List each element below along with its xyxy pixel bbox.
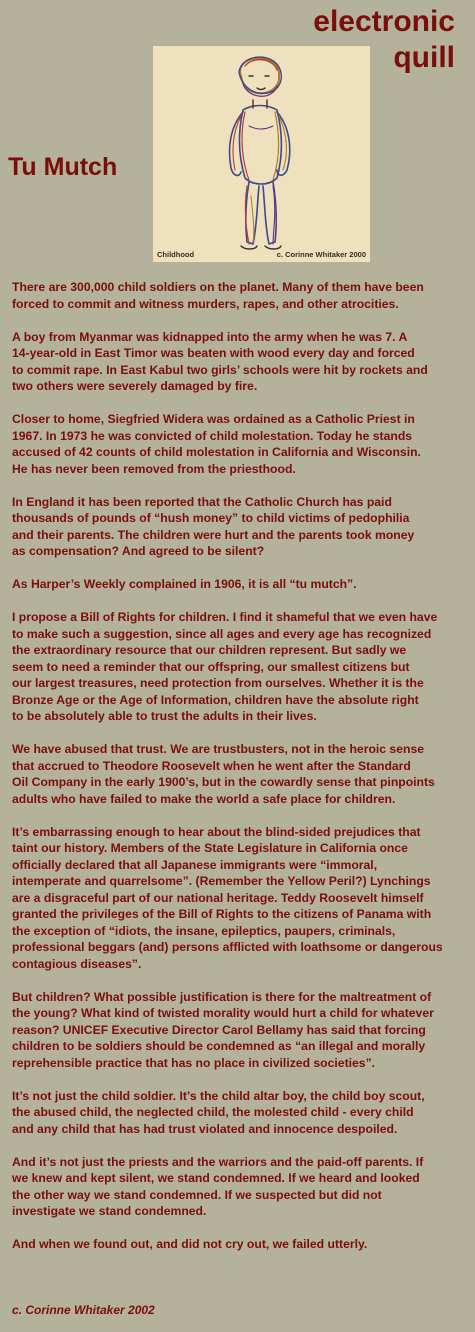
essay-paragraph: It’s not just the child soldier. It’s the child altar boy, the child boy scout, the abused child, the neglected child, the molested child - every child and any child that has had trust violated and innocence despoiled. bbox=[12, 1088, 425, 1136]
poem-title: Tu Mutch bbox=[8, 153, 118, 181]
essay-paragraph: In England it has been reported that the Catholic Church has paid thousands of pounds of “hush money” to child victims of pedophilia and their parents. The children were hurt and the parents took money as compensation? And agreed to be silent? bbox=[12, 494, 415, 558]
essay-paragraph: As Harper’s Weekly complained in 1906, it is all “tu mutch”. bbox=[12, 577, 357, 591]
artwork-caption-copyright: c. Corinne Whitaker 2000 bbox=[276, 250, 366, 259]
essay-body bbox=[12, 279, 470, 1269]
essay-paragraph: Closer to home, Siegfried Widera was ordained as a Catholic Priest in 1967. In 1973 he was convicted of child molestation. Today he stands accused of 42 counts of child molestation in California and Wisconsin. He has never been removed from the priesthood. bbox=[12, 412, 421, 476]
site-title-line-2: quill bbox=[393, 41, 455, 74]
artwork-caption-title: Childhood bbox=[157, 250, 195, 259]
artwork-childhood bbox=[153, 46, 370, 262]
essay-paragraph: A boy from Myanmar was kidnapped into the army when he was 7. A 14-year-old in East Timor was beaten with wood every day and forced to commit rape. In East Kabul two girls’ schools were hit by rockets and two others were severely damaged by fire. bbox=[12, 329, 428, 393]
essay-paragraph: It’s embarrassing enough to hear about the blind-sided prejudices that taint our history. Members of the State Legislature in California once officially declared that all Japanese immigrants were “immoral, intemperate and quarrelsome”. (Remember the Yellow Peril?) Lynchings are a disgraceful part of our national heritage. Teddy Roosevelt himself granted the privileges of the Bill of Rights to the citizens of Panama with the exception of “idiots, the insane, epileptics, paupers, criminals, professional beggars (and) persons afflicted with loathsome or dangerous contagious diseases”. bbox=[12, 824, 443, 971]
essay-paragraph: And it’s not just the priests and the warriors and the paid-off parents. If we knew and kept silent, we stand condemned. If we heard and looked the other way we stand condemned. If we suspected but did not investigate we stand condemned. bbox=[12, 1154, 424, 1218]
essay-paragraph: There are 300,000 child soldiers on the planet. Many of them have been forced to commit and witness murders, rapes, and other atrocities. bbox=[12, 280, 424, 311]
essay-paragraph: We have abused that trust. We are trustbusters, not in the heroic sense that accrued to Theodore Roosevelt when he went after the Standard Oil Company in the early 1900’s, but in the cowardly sense that pinpoints adults who have failed to make the world a safe place for children. bbox=[12, 742, 435, 806]
essay-paragraph: I propose a Bill of Rights for children. I find it shameful that we even have to make such a suggestion, since all ages and every age has recognized the extraordinary resource that our children represent. But sadly we seem to need a reminder that our offspring, our smallest citizens but our largest treasures, need protection from ourselves. Whether it is the Bronze Age or the Age of Information, children have the absolute right to be absolutely able to trust the adults in their lives. bbox=[12, 610, 438, 723]
site-title-line-1: electronic bbox=[313, 5, 455, 38]
essay-paragraph: And when we found out, and did not cry out, we failed utterly. bbox=[12, 1237, 368, 1251]
childhood-figure-drawing bbox=[153, 46, 370, 262]
author-signature: c. Corinne Whitaker 2002 bbox=[12, 1303, 155, 1317]
essay-paragraph: But children? What possible justification is there for the maltreatment of the young? What kind of twisted morality would hurt a child for whatever reason? UNICEF Executive Director Carol Bellamy has said that forcing children to be soldiers should be condemned as “an illegal and morally reprehensible practice that has no place in civilized societies”. bbox=[12, 989, 434, 1070]
